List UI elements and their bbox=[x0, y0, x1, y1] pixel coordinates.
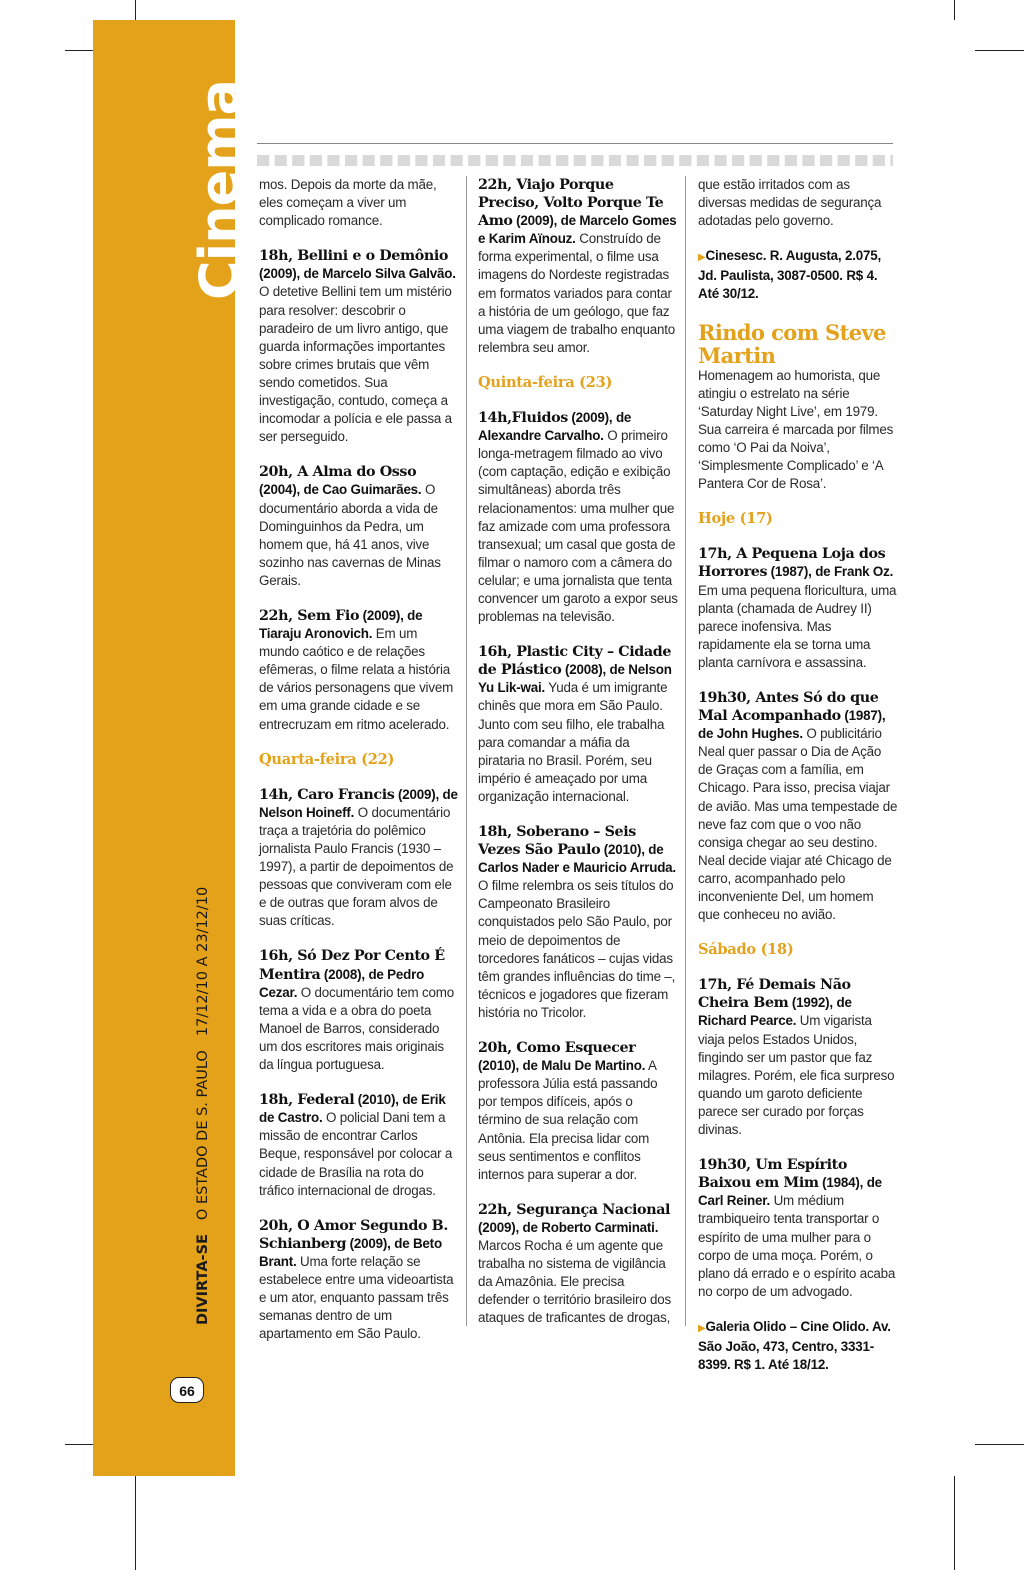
crop-mark bbox=[135, 0, 136, 20]
film-title: 18h, Soberano – Seis Vezes São Paulo bbox=[478, 824, 636, 859]
crop-mark bbox=[65, 50, 93, 51]
film-synopsis: Em um mundo caótico e de relações efêmeras, o filme relata a história de vários personagens que vivem em uma grande cidade e se entrecruzam em ritmo acelerado. bbox=[259, 626, 454, 732]
film-credit: (2010), de Carlos Nader e Mauricio Arruda. bbox=[478, 842, 676, 876]
venue-text: Galeria Olido – Cine Olido. Av. São João, 473, Centro, 3331-8399. R$ 1. Até 18/12. bbox=[698, 1318, 891, 1373]
top-rule bbox=[257, 143, 893, 144]
film-title: 22h, Sem Fio bbox=[259, 607, 360, 624]
film-listing bbox=[698, 976, 898, 1139]
film-synopsis: O filme relembra os seis títulos do Campeonato Brasileiro conquistados pelo São Paulo, por meio de depoimentos de torcedores fanáticos – cujas vidas têm grandes influências do time –, técnicos e jogadores que fizeram história no Tricolor. bbox=[478, 878, 676, 1020]
film-listing bbox=[478, 176, 678, 357]
film-credit: (2009), de Alexandre Carvalho. bbox=[478, 410, 632, 444]
film-listing bbox=[698, 689, 898, 924]
film-credit: (1992), de Richard Pearce. bbox=[698, 995, 852, 1029]
arrow-icon: ▶ bbox=[698, 1322, 706, 1334]
film-credit: (2009), de Tiaraju Aronovich. bbox=[259, 607, 423, 642]
film-title: 18h, Bellini e o Demônio bbox=[259, 248, 449, 265]
crop-mark bbox=[954, 0, 955, 20]
film-synopsis: A professora Júlia está passando por tempos difíceis, após o término de sua relação com Antônia. Ela precisa lidar com seus sentimentos e conflitos internos para superar a dor. bbox=[478, 1058, 658, 1182]
film-credit: (2010), de Malu De Martino. bbox=[478, 1058, 646, 1074]
arrow-icon: ▶ bbox=[698, 252, 706, 264]
text-column-3 bbox=[698, 176, 898, 1391]
film-title: 17h, A Pequena Loja dos Horrores bbox=[698, 546, 886, 581]
film-credit: (2008), de Nelson Yu Lik-wai. bbox=[478, 662, 672, 696]
film-listing bbox=[478, 643, 678, 806]
film-listing bbox=[259, 786, 459, 931]
film-synopsis: O detetive Bellini tem um mistério para resolver: descobrir o paradeiro de um livro antigo, que guarda informações importantes sobre crimes brutais que vêm sendo cometidos. Sua investigação, contudo, começa a incomodar a polícia e ele passa a ser perseguido. bbox=[259, 284, 452, 445]
film-synopsis: O documentário aborda a vida de Dominguinhos da Pedra, um homem que, há 41 anos, vive sozinho nas cavernas de Minas Gerais. bbox=[259, 482, 441, 588]
film-listing bbox=[259, 1091, 459, 1200]
film-credit: (2008), de Pedro Cezar. bbox=[259, 966, 425, 1000]
column-divider bbox=[466, 176, 467, 1326]
film-credit: (2009), de Marcelo Silva Galvão. bbox=[259, 266, 456, 282]
film-credit: (2009), de Marcelo Gomes e Karim Aïnouz. bbox=[478, 213, 677, 247]
film-credit: (2010), de Erik de Castro. bbox=[259, 1092, 446, 1126]
film-credit: (2009), de Roberto Carminati. bbox=[478, 1219, 659, 1235]
film-synopsis: Yuda é um imigrante chinês que mora em São Paulo. Junto com seu filho, ele trabalha para comandar a máfia da pirataria no Brasil. Porém, seu império é ameaçado por uma organização internacional. bbox=[478, 680, 668, 804]
film-synopsis: O primeiro longa-metragem filmado ao vivo (com captação, edição e exibição simultâneas) aborda três relacionamentos: uma mulher que faz amizade com uma professora transexual; um casal que gosta de filmar o namoro com a câmera do celular; e uma jornalista que tenta convencer um garoto a expor seus problemas na televisão. bbox=[478, 428, 678, 625]
film-listing bbox=[259, 463, 459, 590]
feature-title: Rindo com Steve Martin bbox=[698, 319, 886, 368]
film-listing bbox=[259, 947, 459, 1074]
venue-info bbox=[698, 247, 898, 303]
text-column-2 bbox=[478, 176, 678, 1344]
feature-text: Homenagem ao humorista, que atingiu o estrelato na série ‘Saturday Night Live’, em 1979. Sua carreira é marcada por filmes como ‘O Pai da Noiva’, ‘Simplesmente Complicado’ e ‘A Pantera Cor de Rosa’. bbox=[698, 367, 894, 492]
body-text: que estão irritados com as diversas medidas de segurança adotadas pelo governo. bbox=[698, 177, 882, 229]
day-heading: Hoje (17) bbox=[698, 510, 773, 528]
running-head-dates: 17/12/10 A 23/12/10 bbox=[195, 886, 211, 1037]
film-listing bbox=[478, 1201, 678, 1328]
film-synopsis: Em uma pequena floricultura, uma planta (chamada de Audrey II) parece inofensiva. Mas rapidamente ela se torna uma planta carnívora e assassina. bbox=[698, 582, 897, 670]
film-synopsis: O documentário traça a trajetória do polêmico jornalista Paulo Francis (1930 – 1997), a partir de depoimentos de pessoas que conviveram com ele e de outras que foram alvos de suas críticas. bbox=[259, 804, 454, 929]
film-credit: (1987), de Frank Oz. bbox=[770, 564, 894, 580]
running-head bbox=[196, 887, 211, 1325]
film-synopsis: Um vigarista viaja pelos Estados Unidos, fingindo ser um pastor que faz milagres. Porém, ele fica surpreso quando um garoto deficiente parece ser curado por forças divinas. bbox=[698, 1013, 895, 1138]
film-title: 14h,Fluidos bbox=[478, 410, 568, 427]
venue-info bbox=[698, 1318, 898, 1374]
film-title: 22h, Segurança Nacional bbox=[478, 1201, 671, 1218]
film-title: 16h, Só Dez Por Cento É Mentira bbox=[259, 948, 445, 983]
film-synopsis: O publicitário Neal quer passar o Dia de Ação de Graças com a família, em Chicago. Para isso, precisa viajar de avião. Mas uma tempestade de neve faz com que o voo não consiga chegar ao seu destino. Neal decide viajar até Chicago de carro, acompanhado pelo inconveniente Del, um homem que conheceu no avião. bbox=[698, 726, 898, 923]
film-listing bbox=[478, 409, 678, 626]
crop-mark bbox=[135, 1476, 136, 1570]
film-title: 16h, Plastic City – Cidade de Plástico bbox=[478, 644, 672, 679]
film-listing bbox=[478, 823, 678, 1022]
film-title: 20h, O Amor Segundo B. Schianberg bbox=[259, 1217, 448, 1252]
film-credit: (2009), de Nelson Hoineff. bbox=[259, 786, 458, 820]
film-synopsis: Marcos Rocha é um agente que trabalha no sistema de vigilância da Amazônia. Ele precisa defender o território brasileiro dos ataques de traficantes de drogas, bbox=[478, 1237, 672, 1326]
dotted-rule bbox=[257, 155, 893, 166]
crop-mark bbox=[65, 1444, 93, 1445]
film-synopsis: Uma forte relação se estabelece entre uma videoartista e um ator, enquanto passam três semanas dentro de um apartamento em São Paulo. bbox=[259, 1253, 454, 1342]
crop-mark bbox=[975, 1444, 1024, 1445]
film-title: 14h, Caro Francis bbox=[259, 786, 395, 803]
film-title: 20h, A Alma do Osso bbox=[259, 464, 417, 481]
film-listing bbox=[478, 1039, 678, 1184]
film-listing bbox=[259, 607, 459, 734]
day-heading: Quinta-feira (23) bbox=[478, 373, 613, 391]
film-listing bbox=[698, 545, 898, 672]
running-head-paper: O ESTADO DE S. PAULO bbox=[195, 1050, 211, 1221]
film-credit: (1984), de Carl Reiner. bbox=[698, 1175, 882, 1209]
film-synopsis: Um médium trambiqueiro tenta transportar o espírito de uma mulher para o corpo de uma moça. Porém, o plano dá errado e o espírito acaba no corpo de um advogado. bbox=[698, 1193, 896, 1299]
film-listing bbox=[259, 247, 459, 446]
film-title: 20h, Como Esquecer bbox=[478, 1040, 636, 1057]
film-credit: (1987), de John Hughes. bbox=[698, 708, 886, 742]
section-title: Cinema bbox=[188, 80, 251, 300]
film-listing bbox=[259, 1217, 459, 1344]
film-listing bbox=[698, 1156, 898, 1301]
film-title: 18h, Federal bbox=[259, 1092, 355, 1109]
venue-text: Cinesesc. R. Augusta, 2.075, Jd. Paulista, 3087-0500. R$ 4. Até 30/12. bbox=[698, 248, 881, 302]
running-head-brand: DIVIRTA-SE bbox=[195, 1234, 211, 1325]
film-credit: (2009), de Beto Brant. bbox=[259, 1235, 442, 1269]
day-heading: Quarta-feira (22) bbox=[259, 750, 395, 768]
film-title: 19h30, Um Espírito Baixou em Mim bbox=[698, 1157, 847, 1192]
film-synopsis: O documentário tem como tema a vida e a obra do poeta Manoel de Barros, considerado um dos escritores mais originais da língua portuguesa. bbox=[259, 984, 454, 1073]
body-text: mos. Depois da morte da mãe, eles começam a viver um complicado romance. bbox=[259, 177, 437, 229]
film-title: 22h, Viajo Porque Preciso, Volto Porque Te Amo bbox=[478, 177, 664, 230]
column-divider bbox=[685, 176, 686, 1326]
crop-mark bbox=[975, 50, 1024, 51]
film-synopsis: O policial Dani tem a missão de encontrar Carlos Beque, responsável por colocar a cidade de Brasília na rota do tráfico internacional de drogas. bbox=[259, 1110, 453, 1198]
film-title: 17h, Fé Demais Não Cheira Bem bbox=[698, 977, 851, 1012]
film-synopsis: Construído de forma experimental, o filme usa imagens do Nordeste registradas em formatos variados para contar a história de um geólogo, que faz uma viagem de trabalho enquanto relembra seu amor. bbox=[478, 231, 676, 355]
day-heading: Sábado (18) bbox=[698, 941, 794, 959]
text-column-1 bbox=[259, 176, 459, 1360]
page-number: 66 bbox=[170, 1377, 204, 1403]
film-title: 19h30, Antes Só do que Mal Acompanhado bbox=[698, 689, 879, 725]
crop-mark bbox=[954, 1476, 955, 1570]
film-credit: (2004), de Cao Guimarães. bbox=[259, 482, 422, 498]
